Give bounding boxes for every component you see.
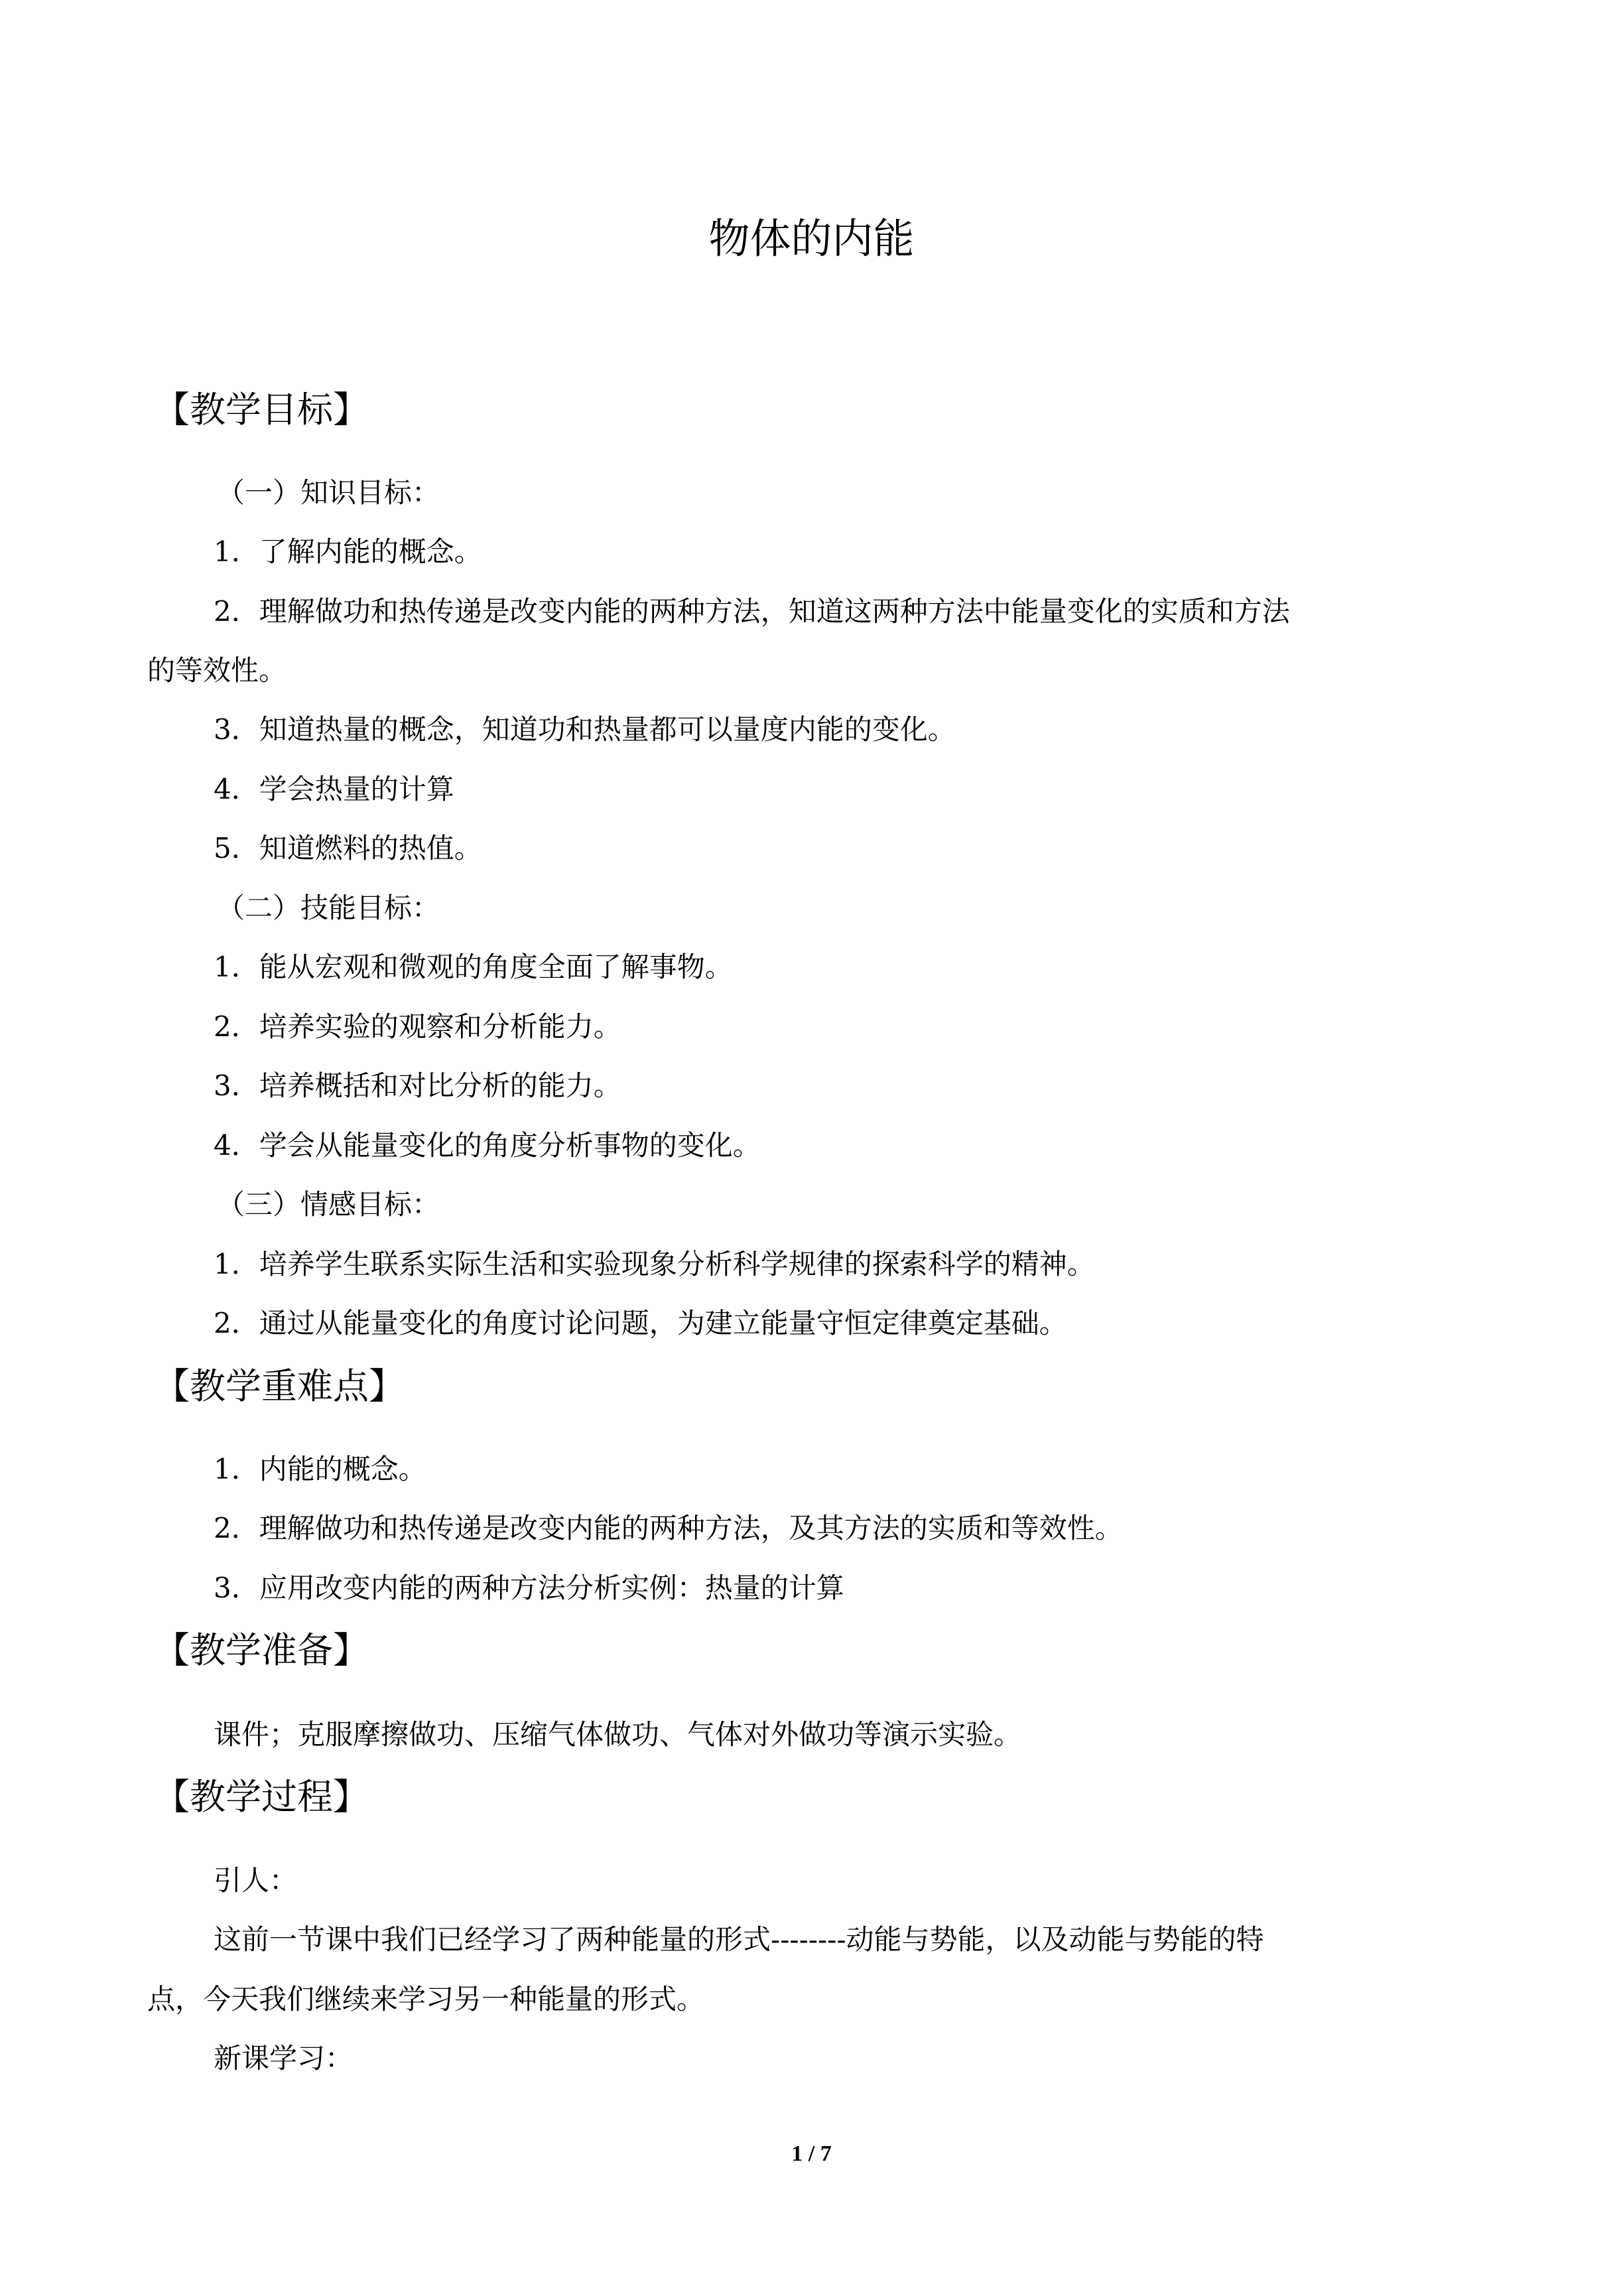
process-new-lesson: 新课学习： <box>214 2042 354 2074</box>
goal-knowledge-label: （一）知识目标： <box>217 476 440 509</box>
page-title: 物体的内能 <box>708 214 915 263</box>
heading-key-points: 【教学重难点】 <box>154 1365 405 1407</box>
goal-knowledge-item-3: 3．知道热量的概念，知道功和热量都可以量度内能的变化。 <box>214 713 956 746</box>
heading-teaching-goals: 【教学目标】 <box>154 389 369 431</box>
goal-knowledge-item-5: 5．知道燃料的热值。 <box>214 832 482 864</box>
goal-emotion-item-2: 2．通过从能量变化的角度讨论问题，为建立能量守恒定律奠定基础。 <box>214 1307 1067 1339</box>
process-intro-line-1: 这前一节课中我们已经学习了两种能量的形式--------动能与势能，以及动能与势能的特 <box>214 1923 1264 1956</box>
heading-preparation: 【教学准备】 <box>154 1629 369 1671</box>
goal-skill-item-4: 4．学会从能量变化的角度分析事物的变化。 <box>214 1129 761 1162</box>
goal-skill-item-1: 1．能从宏观和微观的角度全面了解事物。 <box>214 951 733 983</box>
keypoint-item-1: 1．内能的概念。 <box>214 1453 426 1485</box>
goal-emotion-item-1: 1．培养学生联系实际生活和实验现象分析科学规律的探索科学的精神。 <box>214 1248 1095 1280</box>
goal-knowledge-item-1: 1．了解内能的概念。 <box>214 535 482 568</box>
goal-emotion-label: （三）情感目标： <box>217 1188 440 1221</box>
goal-knowledge-item-4: 4．学会热量的计算 <box>214 773 454 805</box>
keypoint-item-3: 3．应用改变内能的两种方法分析实例：热量的计算 <box>214 1572 844 1604</box>
goal-skill-item-3: 3．培养概括和对比分析的能力。 <box>214 1069 621 1102</box>
preparation-text: 课件；克服摩擦做功、压缩气体做功、气体对外做功等演示实验。 <box>214 1718 1022 1751</box>
goal-knowledge-item-2-cont: 的等效性。 <box>147 654 287 687</box>
page-number: 1 / 7 <box>791 2141 832 2166</box>
process-intro-line-2: 点，今天我们继续来学习另一种能量的形式。 <box>147 1983 705 2015</box>
process-intro-label: 引人： <box>214 1864 298 1897</box>
goal-skill-label: （二）技能目标： <box>217 892 440 924</box>
heading-teaching-process: 【教学过程】 <box>154 1776 369 1818</box>
keypoint-item-2: 2．理解做功和热传递是改变内能的两种方法，及其方法的实质和等效性。 <box>214 1512 1123 1544</box>
goal-knowledge-item-2: 2．理解做功和热传递是改变内能的两种方法，知道这两种方法中能量变化的实质和方法 <box>214 595 1290 628</box>
goal-skill-item-2: 2．培养实验的观察和分析能力。 <box>214 1010 621 1043</box>
